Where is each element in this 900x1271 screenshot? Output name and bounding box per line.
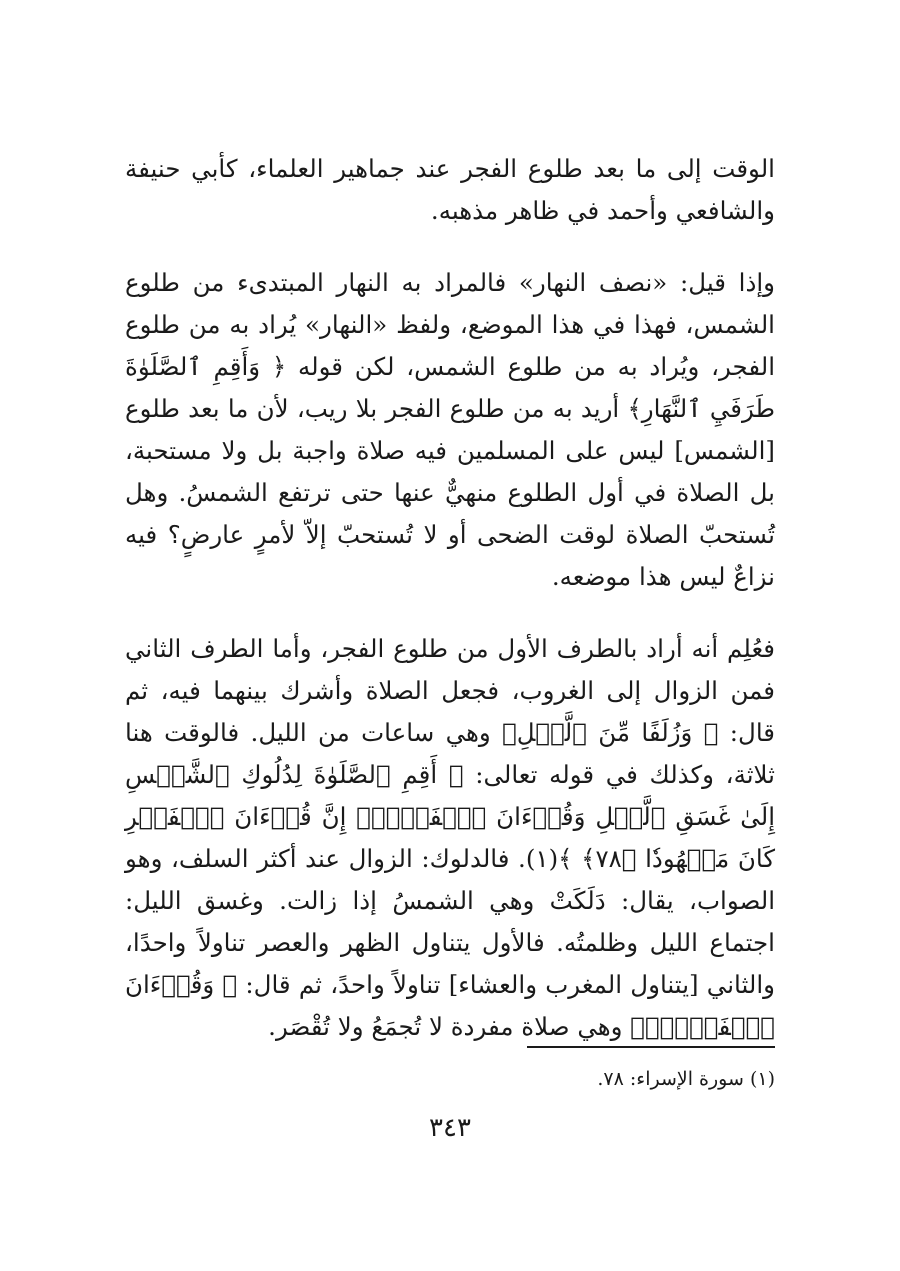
paragraph-1: الوقت إلى ما بعد طلوع الفجر عند جماهير العلماء، كأبي حنيفة والشافعي وأحمد في ظاهر مذهبه. <box>125 154 775 225</box>
page-body <box>125 148 775 1048</box>
footnote-divider <box>527 1046 775 1048</box>
footnote: (١) سورة الإسراء: ٧٨. <box>597 1068 775 1090</box>
paragraph-3: فعُلِم أنه أراد بالطرف الأول من طلوع الفجر، وأما الطرف الثاني فمن الزوال إلى الغروب، فجعل الصلاة وأشرك بينهما فيه، ثم قال: ﴿ وَزُلَفًا مِّنَ ٱلَّيۡلِ﴾ وهي ساعات من الليل. فالوقت هنا ثلاثة، وكذلك في قوله تعالى: ﴿ أَقِمِ ٱلصَّلَوٰةَ لِدُلُوكِ ٱلشَّمۡسِ إِلَىٰ غَسَقِ ٱلَّيۡلِ وَقُرۡءَانَ ٱلۡفَجۡرِۖ إِنَّ قُرۡءَانَ ٱلۡفَجۡرِ كَانَ مَشۡهُودٗا ﴿٧٨﴾ ﴾(١). فالدلوك: الزوال عند أكثر السلف، وهو الصواب، يقال: دَلَكَتْ وهي الشمسُ إذا زالت. وغسق الليل: اجتماع الليل وظلمتُه. فالأول يتناول الظهر والعصر تناولاً واحدًا، والثاني [يتناول المغرب والعشاء] تناولاً واحدً، ثم قال: ﴿ وَقُرۡءَانَ ٱلۡفَجۡرِۖ﴾ وهي صلاة مفردة لا تُجمَعُ ولا تُقْصَر. <box>125 634 776 1041</box>
paragraph-2: وإذا قيل: «نصف النهار» فالمراد به النهار المبتدىء من طلوع الشمس، فهذا في هذا الموضع، ولفظ «النهار» يُراد به من طلوع الفجر، ويُراد به من طلوع الشمس، لكن قوله ﴿ وَأَقِمِ ٱلصَّلَوٰةَ طَرَفَيِ ٱلنَّهَارِ﴾ أريد به من طلوع الفجر بلا ريب، لأن ما بعد طلوع [الشمس] ليس على المسلمين فيه صلاة واجبة بل ولا مستحبة، بل الصلاة في أول الطلوع منهيٌّ عنها حتى ترتفع الشمسُ. وهل تُستحبّ الصلاة لوقت الضحى أو لا تُستحبّ إلاّ لأمرٍ عارضٍ؟ فيه نزاعٌ ليس هذا موضعه. <box>125 268 775 591</box>
page-number: ٣٤٣ <box>429 1113 471 1143</box>
